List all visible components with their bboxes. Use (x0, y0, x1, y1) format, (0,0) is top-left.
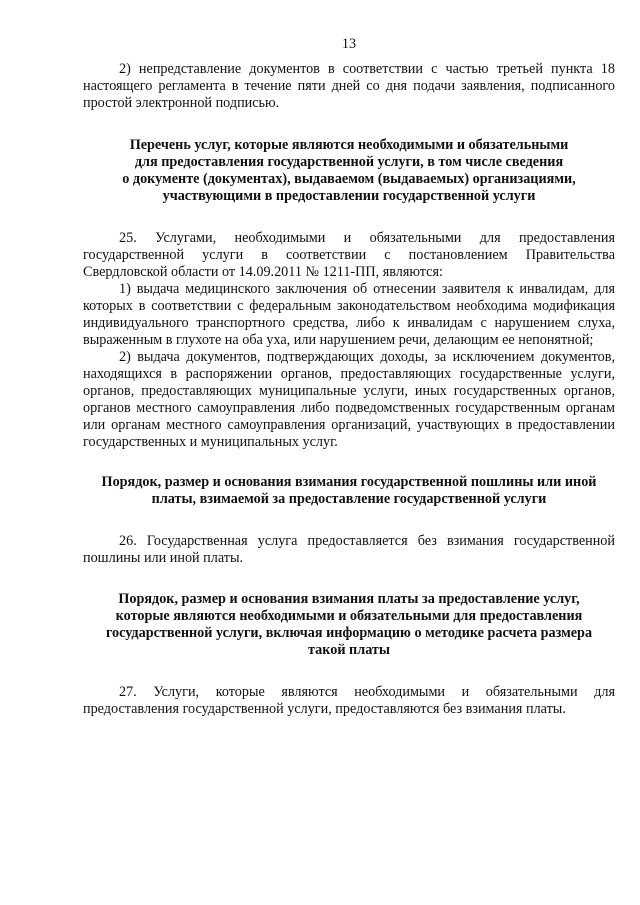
heading-line: Порядок, размер и основания взимания платы за предоставление услуг, (118, 591, 580, 607)
document-page (83, 36, 615, 718)
section-heading-services-list (83, 137, 615, 205)
heading-line: такой платы (308, 642, 390, 658)
heading-line: Перечень услуг, которые являются необходимыми и обязательными (129, 137, 569, 153)
section-heading-service-fee (83, 591, 615, 659)
heading-line: о документе (документах), выдаваемом (выдаваемых) организациями, (122, 171, 576, 187)
list-item-2: 2) выдача документов, подтверждающих доходы, за исключением документов, находящихся в распоряжении органов, предоставляющих государственные услуги, органов, предоставляющих муниципальные услуги, иных государственных органов, органов местного самоуправления либо подведомственных государственным органам или органам местного самоуправления организаций, участвующих в предоставлении государственных и муниципальных услуг. (83, 349, 615, 450)
heading-line: Порядок, размер и основания взимания государственной пошлины или иной (101, 474, 597, 490)
heading-line: для предоставления государственной услуги, в том числе сведения (134, 154, 564, 170)
section-heading-state-fee (83, 474, 615, 508)
heading-line: платы, взимаемой за предоставление государственной услуги (151, 491, 547, 507)
intro-paragraph: 2) непредставление документов в соответствии с частью третьей пункта 18 настоящего регламента в течение пяти дней со дня подачи заявления, подписанного простой электронной подписью. (83, 61, 615, 111)
heading-line: участвующими в предоставлении государственной услуги (162, 188, 536, 204)
paragraph-26: 26. Государственная услуга предоставляется без взимания государственной пошлины или иной платы. (83, 533, 615, 566)
heading-line: государственной услуги, включая информацию о методике расчета размера (105, 625, 593, 641)
heading-line: которые являются необходимыми и обязательными для предоставления (115, 608, 583, 624)
list-item-1: 1) выдача медицинского заключения об отнесении заявителя к инвалидам, для которых в соответствии с федеральным законодательством необходима модификация индивидуального транспортного средства, либо к инвалидам с нарушением слуха, выраженным в глухоте на оба уха, или нарушением речи, делающим ее непонятной; (83, 281, 615, 348)
paragraph-27: 27. Услуги, которые являются необходимыми и обязательными для предоставления государственной услуги, предоставляются без взимания платы. (83, 684, 615, 717)
page-number: 13 (341, 36, 357, 52)
paragraph-25: 25. Услугами, необходимыми и обязательными для предоставления государственной услуги в соответствии с постановлением Правительства Свердловской области от 14.09.2011 № 1211-ПП, являются: (83, 230, 615, 280)
